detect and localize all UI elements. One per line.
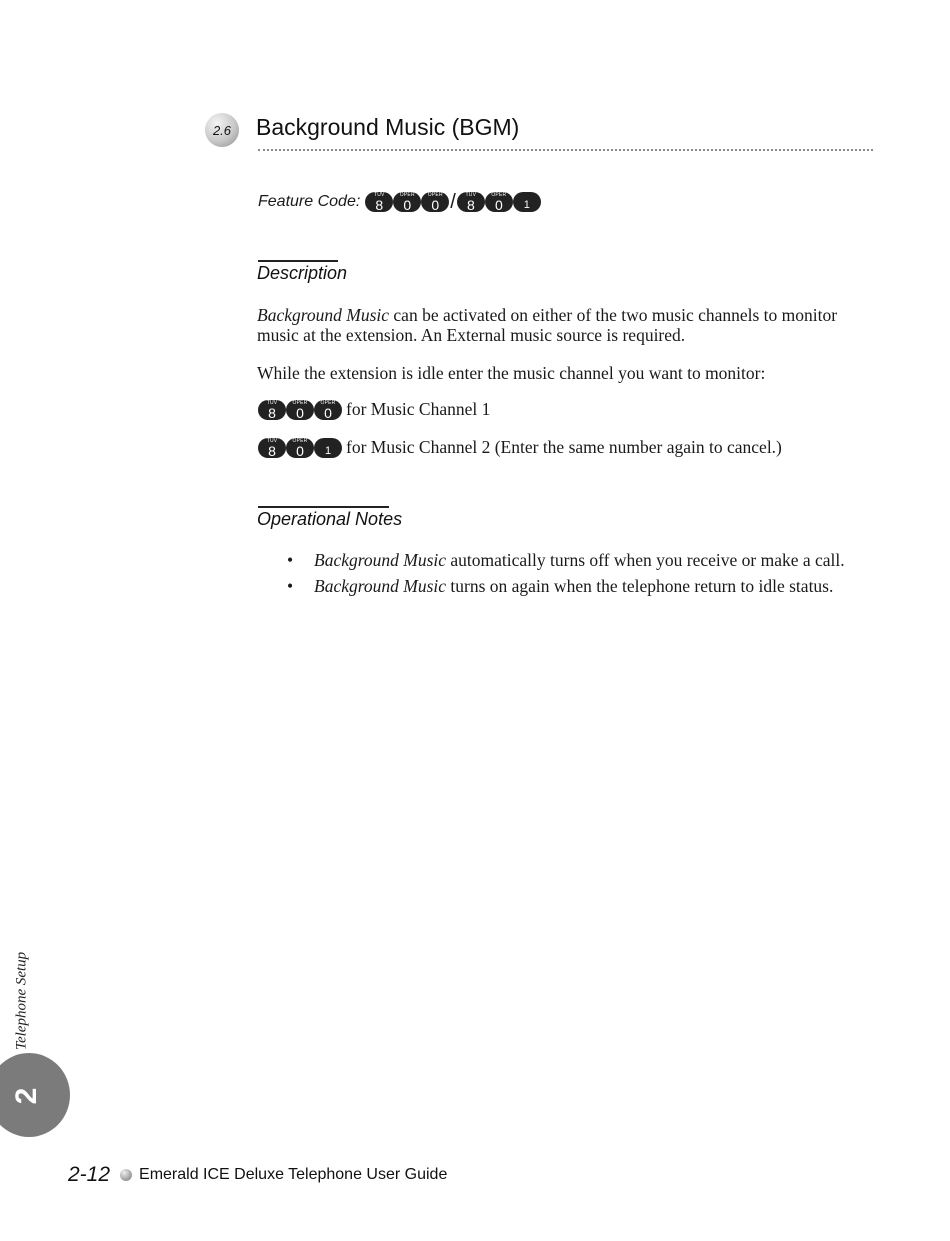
idle-instruction: While the extension is idle enter the music channel you want to monitor: — [257, 363, 766, 383]
key-letters: TUV — [465, 192, 477, 198]
description-paragraph — [257, 305, 877, 345]
key-8 — [365, 192, 393, 212]
key-letters: OPER — [491, 192, 507, 198]
key-digit: 8 — [466, 197, 475, 213]
bullet-icon: • — [287, 550, 294, 570]
feature-name-italic: Background Music — [314, 576, 447, 596]
key-letters: OPER — [320, 399, 336, 406]
channel-1-keys — [258, 400, 342, 420]
description-heading-rule — [258, 260, 338, 262]
section-number-badge: 2.6 — [205, 113, 239, 147]
key-1 — [314, 438, 342, 458]
chapter-number: 2 — [10, 1087, 43, 1105]
key-0 — [286, 438, 314, 458]
key-0 — [485, 192, 513, 212]
note-text — [314, 550, 845, 571]
music-channel-1-line — [258, 399, 490, 420]
key-digit: 0 — [431, 197, 440, 213]
footer-bullet-icon — [120, 1169, 132, 1181]
key-8 — [457, 192, 485, 212]
feature-name-italic: Background Music — [314, 550, 447, 570]
page-footer — [68, 1163, 447, 1187]
key-digit: 0 — [296, 404, 304, 421]
key-digit: 8 — [268, 404, 276, 421]
key-digit: 0 — [296, 442, 304, 459]
key-letters: OPER — [292, 437, 308, 444]
code-separator: / — [450, 191, 456, 213]
key-digit: 8 — [268, 442, 276, 459]
feature-code-label: Feature Code: — [258, 193, 361, 210]
key-digit: 1 — [523, 199, 530, 211]
description-heading: Description — [257, 263, 348, 283]
key-digit: 0 — [324, 404, 332, 421]
key-8 — [258, 438, 286, 458]
key-0 — [393, 192, 421, 212]
chapter-side-label: Telephone Setup — [13, 951, 30, 1050]
key-digit: 0 — [494, 197, 503, 213]
music-channel-2-line — [258, 437, 782, 458]
key-letters: OPER — [292, 399, 308, 406]
key-letters: TUV — [266, 399, 278, 406]
section-title: Background Music (BGM) — [256, 114, 520, 140]
title-dotted-rule — [258, 149, 873, 151]
page-number: 2-12 — [68, 1163, 111, 1186]
key-0 — [286, 400, 314, 420]
note-item — [287, 550, 845, 571]
description-text: can be activated on either of the two music channels to monitor music at the extension. An External music source is required. — [257, 305, 838, 345]
key-digit: 0 — [403, 197, 412, 213]
feature-code-row — [258, 192, 541, 212]
key-8 — [258, 400, 286, 420]
note-text — [314, 576, 833, 597]
note-rest: automatically turns off when you receive or make a call. — [446, 550, 845, 570]
note-rest: turns on again when the telephone return to idle status. — [446, 576, 834, 596]
feature-code-a — [365, 192, 449, 212]
key-letters: TUV — [266, 437, 278, 444]
key-letters: OPER — [399, 192, 415, 198]
key-digit: 8 — [375, 197, 384, 213]
key-digit: 1 — [324, 444, 332, 457]
feature-name-italic: Background Music — [257, 305, 390, 325]
key-letters: TUV — [373, 192, 385, 198]
channel-1-text: for Music Channel 1 — [346, 399, 491, 419]
notes-heading: Operational Notes — [257, 509, 403, 529]
key-0 — [314, 400, 342, 420]
feature-code-b — [457, 192, 541, 212]
bullet-icon: • — [287, 576, 294, 596]
key-1 — [513, 192, 541, 212]
key-0 — [421, 192, 449, 212]
channel-2-text: for Music Channel 2 (Enter the same number again to cancel.) — [346, 437, 782, 457]
note-item — [287, 576, 833, 597]
guide-title: Emerald ICE Deluxe Telephone User Guide — [139, 1166, 448, 1183]
key-letters: OPER — [427, 192, 443, 198]
notes-heading-rule — [258, 506, 389, 508]
channel-2-keys — [258, 438, 342, 458]
